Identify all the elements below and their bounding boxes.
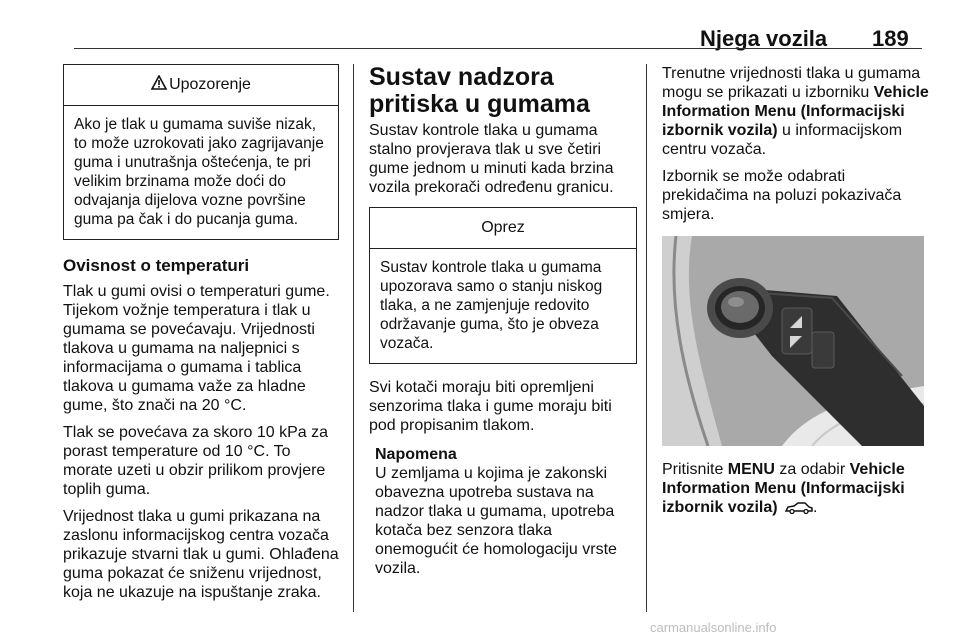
column-1 <box>63 64 339 610</box>
warning-box-header <box>64 65 338 106</box>
page-number: 189 <box>872 26 909 51</box>
menu-instruction <box>662 460 930 519</box>
note-title: Napomena <box>375 446 457 463</box>
menu-paragraph <box>662 64 930 159</box>
header-rule <box>74 48 922 49</box>
caution-title: Oprez <box>481 219 525 236</box>
watermark: carmanualsonline.info <box>650 620 777 635</box>
column-3 <box>662 64 930 527</box>
warning-title: Upozorenje <box>169 76 251 93</box>
section-title: Njega vozila <box>700 26 828 51</box>
column-2 <box>369 64 637 586</box>
warning-triangle-icon <box>151 75 167 95</box>
temperature-paragraph-2: Tlak se povećava za skoro 10 kPa za porast temperature od 10 °C. To morate uzeti u obzir prilikom provjere toplih guma. <box>63 424 329 498</box>
temperature-heading: Ovisnost o temperaturi <box>63 256 250 275</box>
stalk-photo <box>662 236 924 446</box>
menu-paragraph-text-1: Trenutne vrijednosti tlaka u gumama mogu se prikazati u izborniku <box>662 65 921 101</box>
note-block <box>369 445 637 578</box>
note-text: U zemljama u kojima je zakonski obavezna upotreba sustava na nadzor tlaka u gumama, upotreba kotača bez senzora tlaka onemogućit će homologaciju vrste vozila. <box>375 465 617 577</box>
temperature-paragraph-1: Tlak u gumi ovisi o temperaturi gume. Tijekom vožnje temperatura i tlak u gumama se povećavaju. Vrijednosti tlakova u gumama na naljepnici s informacijama o gumama i tablica tlakova u gumama važe za hladne gume, što znači na 20 °C. <box>63 283 330 414</box>
column-separator-2 <box>646 64 647 612</box>
temperature-paragraph-3: Vrijednost tlaka u gumi prikazana na zaslonu informacijskog centra vozača prikazuje stvarni tlak u gumi. Ohlađena guma pokazat će sniženu vrijednost, koja ne ukazuje na ispuštanje zraka. <box>63 508 339 601</box>
sensors-paragraph: Svi kotači moraju biti opremljeni senzorima tlaka i gume moraju biti pod propisanim tlakom. <box>369 379 612 434</box>
instruction-text-2: za odabir <box>774 461 850 478</box>
caution-text: Sustav kontrole tlaka u gumama upozorava samo o stanju niskog tlaka, a ne zamjenjuje redovito održavanje guma, što je obveza vozača. <box>380 259 603 352</box>
vehicle-info-menu-label: Vehicle Information Menu (Informacijski izbornik vozila) <box>662 461 905 516</box>
warning-text: Ako je tlak u gumama suviše nizak, to može uzrokovati jako zagrijavanje guma i unutrašnja oštećenja, te pri velikim brzinama može doći do odvajanja dijelova vozne površine guma pa čak i do pucanja guma. <box>74 116 324 228</box>
tpms-heading: Sustav nadzora pritiska u gumama <box>369 63 590 118</box>
car-icon <box>785 500 813 519</box>
menu-button-label: MENU <box>727 461 775 478</box>
caution-box-header <box>370 208 636 249</box>
instruction-period: . <box>813 499 818 516</box>
column-separator-1 <box>353 64 354 612</box>
menu-paragraph-bold: Vehicle Information Menu (Informacijski izbornik vozila) <box>662 84 929 139</box>
turn-signal-stalk-illustration <box>662 236 924 446</box>
warning-box <box>63 64 339 240</box>
instruction-text-1: Pritisnite <box>662 461 728 478</box>
selector-paragraph: Izbornik se može odabrati prekidačima na poluzi pokazivača smjera. <box>662 168 902 223</box>
menu-paragraph-text-2: u informacijskom centru vozača. <box>662 122 903 158</box>
caution-box <box>369 207 637 364</box>
tpms-intro: Sustav kontrole tlaka u gumama stalno provjerava tlak u sve četiri gume jednom u minuti kada brzina vozila prekorači određenu granicu. <box>369 122 614 196</box>
